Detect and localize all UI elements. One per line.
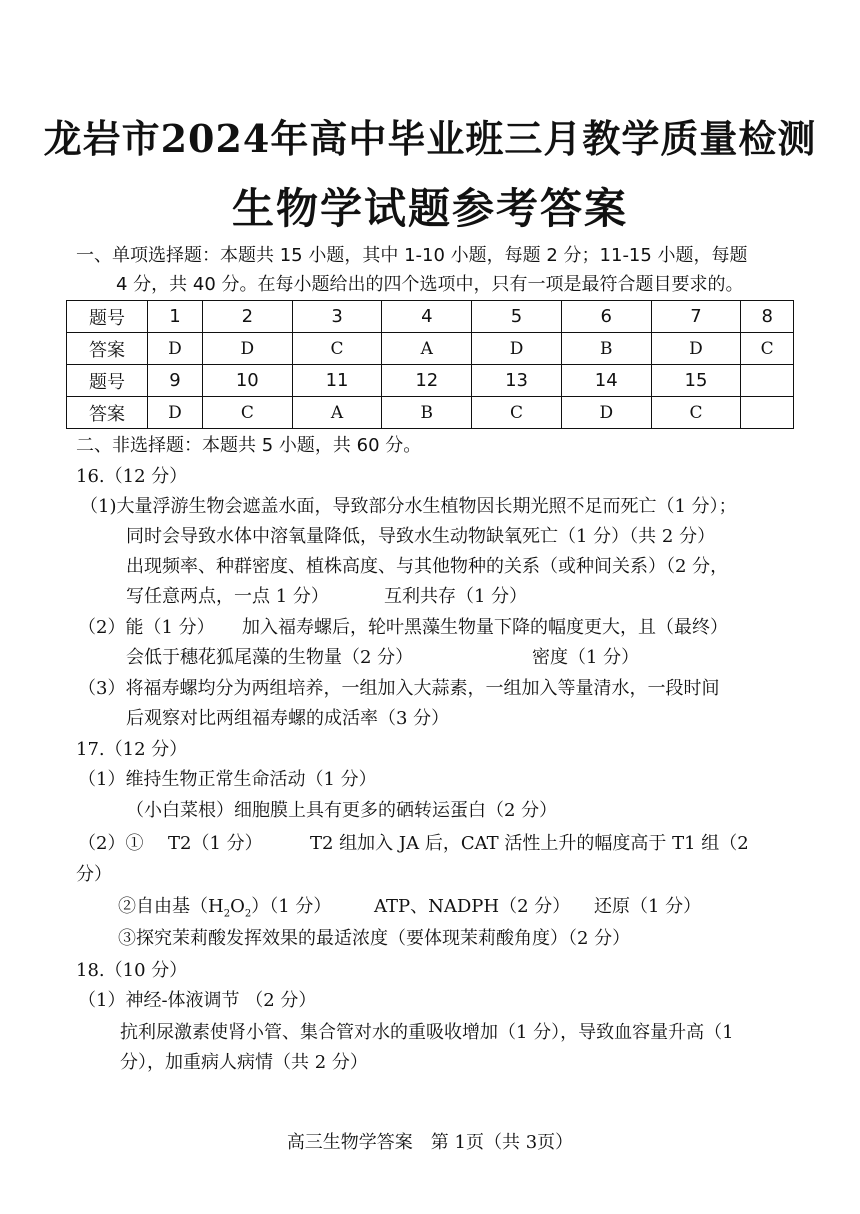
question-number: 1 xyxy=(148,301,203,333)
section2-heading: 二、非选择题：本题共 5 小题，共 60 分。 xyxy=(76,435,422,456)
q18-heading: 18.（10 分） xyxy=(76,960,188,981)
q17-heading: 17.（12 分） xyxy=(76,739,188,760)
q17-line: 分） xyxy=(76,864,112,885)
question-number: 10 xyxy=(202,365,292,397)
q18-line: （1）神经-体液调节 （2 分） xyxy=(78,990,317,1011)
q17-line: （小白菜根）细胞膜上具有更多的硒转运蛋白（2 分） xyxy=(126,800,558,821)
answer-letter: D xyxy=(148,397,203,429)
q18-line: 抗利尿激素使肾小管、集合管对水的重吸收增加（1 分），导致血容量升高（1 xyxy=(120,1022,734,1043)
answer-letter: C xyxy=(202,397,292,429)
q16-line: 出现频率、种群密度、植株高度、与其他物种的关系（或种间关系）（2 分， xyxy=(126,556,729,577)
question-number: 11 xyxy=(292,365,382,397)
answer-letter: B xyxy=(561,333,651,365)
q17-free-radical-text: ②自由基（H xyxy=(118,896,224,917)
question-number: 8 xyxy=(741,301,794,333)
q17-line: 还原（1 分） xyxy=(594,896,702,917)
answer-letter: A xyxy=(382,333,472,365)
subscript: 2 xyxy=(223,908,231,920)
row-label-answer: 答案 xyxy=(67,397,148,429)
q17-score: ）（1 分） xyxy=(251,896,332,917)
answer-letter: B xyxy=(382,397,472,429)
page-subtitle: 生物学试题参考答案 xyxy=(231,184,628,233)
answer-letter: C xyxy=(651,397,741,429)
answer-letter: D xyxy=(472,333,562,365)
q16-line: （3）将福寿螺均分为两组培养，一组加入大蒜素，一组加入等量清水，一段时间 xyxy=(78,678,720,699)
answer-letter: D xyxy=(651,333,741,365)
question-number: 6 xyxy=(561,301,651,333)
question-number: 4 xyxy=(382,301,472,333)
q16-line: 互利共存（1 分） xyxy=(384,586,528,607)
q17-line: （2）① xyxy=(78,833,144,854)
section1-instructions-line1: 一、单项选择题：本题共 15 小题，其中 1-10 小题，每题 2 分；11-15 小题，每题 xyxy=(76,245,748,266)
q16-line: 后观察对比两组福寿螺的成活率（3 分） xyxy=(126,708,450,729)
row-label-answer: 答案 xyxy=(67,333,148,365)
question-number: 14 xyxy=(561,365,651,397)
q16-line: （2）能（1 分） xyxy=(78,617,215,638)
answer-letter: C xyxy=(741,333,794,365)
question-number: 2 xyxy=(202,301,292,333)
q17-line: T2 组加入 JA 后，CAT 活性上升的幅度高于 T1 组（2 xyxy=(310,833,749,854)
question-number: 9 xyxy=(148,365,203,397)
table-row-answer-1 xyxy=(67,333,794,365)
answer-letter: C xyxy=(472,397,562,429)
q16-line: （1)大量浮游生物会遮盖水面，导致部分水生植物因长期光照不足而死亡（1 分）； xyxy=(80,496,737,517)
question-number: 3 xyxy=(292,301,382,333)
table-row-question-2 xyxy=(67,365,794,397)
subscript: 2 xyxy=(244,908,252,920)
page-title: 龙岩市2024年高中毕业班三月教学质量检测 xyxy=(43,116,817,161)
question-number: 12 xyxy=(382,365,472,397)
row-label-question: 题号 xyxy=(67,365,148,397)
page-footer: 高三生物学答案 第 1页（共 3页） xyxy=(286,1132,574,1153)
section1-instructions-line2: 4 分，共 40 分。在每小题给出的四个选项中，只有一项是最符合题目要求的。 xyxy=(116,274,744,295)
table-row-answer-2 xyxy=(67,397,794,429)
question-number: 13 xyxy=(472,365,562,397)
answer-letter-empty xyxy=(741,397,794,429)
question-number: 7 xyxy=(651,301,741,333)
q18-line: 分），加重病人病情（共 2 分） xyxy=(120,1052,368,1073)
table-row-question-1 xyxy=(67,301,794,333)
answer-letter: D xyxy=(202,333,292,365)
q17-line: （1）维持生物正常生命活动（1 分） xyxy=(78,769,377,790)
q16-line: 加入福寿螺后，轮叶黑藻生物量下降的幅度更大，且（最终） xyxy=(242,617,728,638)
answer-letter: D xyxy=(148,333,203,365)
q16-heading: 16.（12 分） xyxy=(76,466,188,487)
q17-line xyxy=(118,894,331,928)
q17-line: ③探究茉莉酸发挥效果的最适浓度（要体现茉莉酸角度）（2 分） xyxy=(118,928,631,949)
q17-line: ATP、NADPH（2 分） xyxy=(374,896,571,917)
q17-formula-o: O xyxy=(230,896,245,917)
question-number: 15 xyxy=(651,365,741,397)
row-label-question: 题号 xyxy=(67,301,148,333)
q16-line: 密度（1 分） xyxy=(532,647,640,668)
question-number-empty xyxy=(741,365,794,397)
answer-table xyxy=(66,300,794,429)
answer-letter: A xyxy=(292,397,382,429)
q17-line: T2（1 分） xyxy=(168,833,263,854)
answer-letter: C xyxy=(292,333,382,365)
q16-line: 会低于穗花狐尾藻的生物量（2 分） xyxy=(126,647,414,668)
answer-letter: D xyxy=(561,397,651,429)
q16-line: 写任意两点，一点 1 分） xyxy=(126,586,329,607)
question-number: 5 xyxy=(472,301,562,333)
q16-line: 同时会导致水体中溶氧量降低，导致水生动物缺氧死亡（1 分）（共 2 分） xyxy=(126,526,716,547)
